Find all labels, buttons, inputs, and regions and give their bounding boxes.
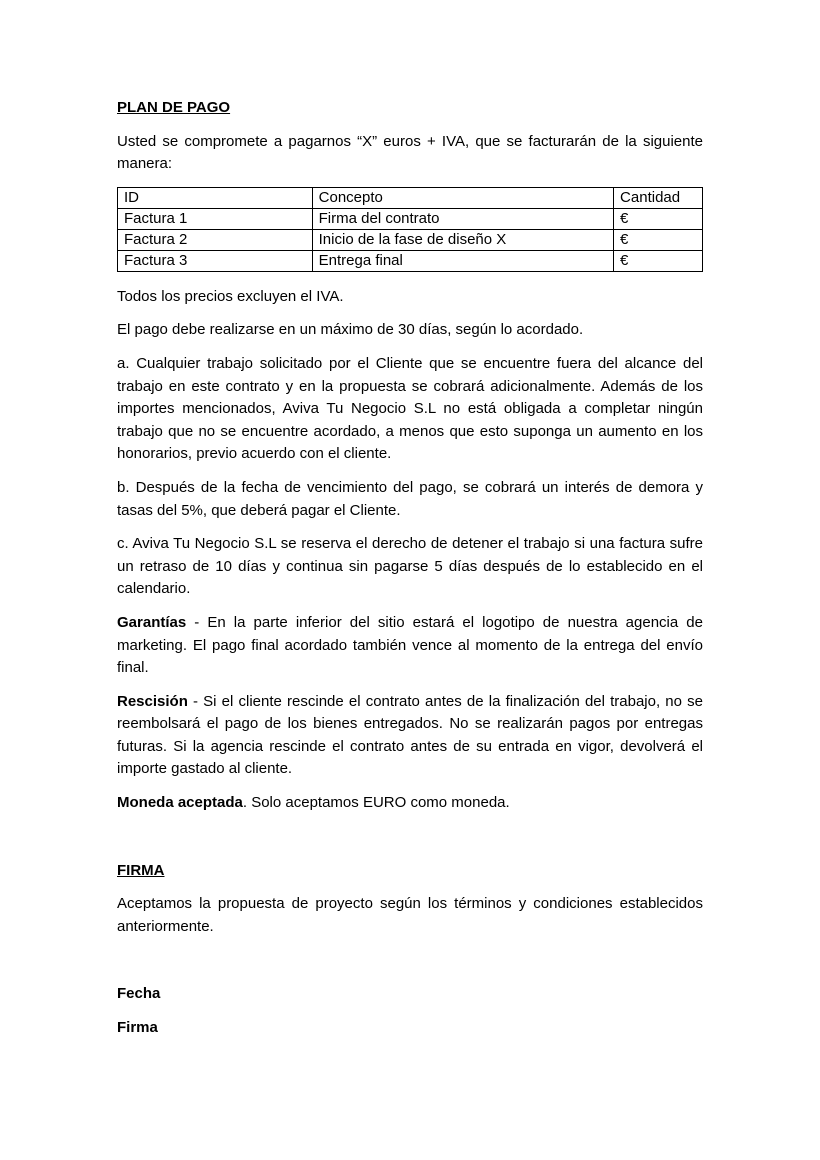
garantias-label: Garantías bbox=[117, 613, 187, 631]
firma-label-paragraph bbox=[117, 1017, 703, 1040]
table-cell: € bbox=[614, 208, 703, 229]
signature-spacer bbox=[117, 949, 703, 983]
moneda-text: . Solo aceptamos EURO como moneda. bbox=[242, 794, 510, 812]
table-row bbox=[118, 208, 703, 229]
firma-label: Firma bbox=[117, 1019, 158, 1037]
clause-b: b. Después de la fecha de vencimiento del pago, se cobrará un interés de demora y tasas del 5%, que deberá pagar el Cliente. bbox=[117, 478, 703, 519]
table-header-cell: Concepto bbox=[312, 187, 613, 208]
table-cell: Factura 1 bbox=[118, 208, 313, 229]
table-cell: Factura 2 bbox=[118, 229, 313, 250]
plan-intro: Usted se compromete a pagarnos “X” euros + IVA, que se facturarán de la siguiente manera: bbox=[117, 132, 703, 173]
fecha-label: Fecha bbox=[117, 985, 161, 1003]
fecha-label-paragraph bbox=[117, 983, 703, 1006]
section-spacer bbox=[117, 826, 703, 860]
table-row bbox=[118, 250, 703, 271]
clause-a: a. Cualquier trabajo solicitado por el Cliente que se encuentre fuera del alcance del trabajo en este contrato y en la propuesta se cobrará adicionalmente. Además de los importes mencionados, Aviva Tu Negocio S.L no está obligada a completar ningún trabajo que no se encuentre acordado, a menos que esto suponga un aumento en los honorarios, previo acuerdo con el cliente. bbox=[117, 354, 703, 463]
rescision-text: - Si el cliente rescinde el contrato antes de la finalización del trabajo, no se reembolsará el pago de los bienes entregados. No se realizarán pagos por entregas futuras. Si la agencia rescinde el contrato antes de su entrada en vigor, devolverá el importe gastado al cliente. bbox=[117, 692, 703, 778]
prices-note: Todos los precios excluyen el IVA. bbox=[117, 287, 344, 305]
payment-table bbox=[117, 187, 703, 272]
payment-term: El pago debe realizarse en un máximo de 30 días, según lo acordado. bbox=[117, 321, 584, 339]
table-cell: € bbox=[614, 250, 703, 271]
moneda-paragraph bbox=[117, 792, 703, 815]
table-header-cell: ID bbox=[118, 187, 313, 208]
table-cell: € bbox=[614, 229, 703, 250]
table-header-row bbox=[118, 187, 703, 208]
moneda-label: Moneda aceptada bbox=[117, 794, 243, 812]
table-header-cell: Cantidad bbox=[614, 187, 703, 208]
firma-heading: FIRMA bbox=[117, 861, 165, 879]
rescision-paragraph bbox=[117, 691, 703, 781]
table-cell: Factura 3 bbox=[118, 250, 313, 271]
table-cell: Inicio de la fase de diseño X bbox=[312, 229, 613, 250]
clause-c: c. Aviva Tu Negocio S.L se reserva el derecho de detener el trabajo si una factura sufre un retraso de 10 días y continua sin pagarse 5 días después de lo establecido en el calendario. bbox=[117, 535, 703, 598]
garantias-text: - En la parte inferior del sitio estará el logotipo de nuestra agencia de marketing. El pago final acordado también vence al momento de la entrega del envío final. bbox=[117, 613, 703, 677]
plan-de-pago-heading: PLAN DE PAGO bbox=[117, 99, 231, 116]
firma-text: Aceptamos la propuesta de proyecto según los términos y condiciones establecidos anteriormente. bbox=[117, 895, 703, 935]
table-cell: Firma del contrato bbox=[312, 208, 613, 229]
table-cell: Entrega final bbox=[312, 250, 613, 271]
garantias-paragraph bbox=[117, 612, 703, 680]
rescision-label: Rescisión bbox=[117, 692, 188, 710]
document-page bbox=[117, 97, 703, 1051]
table-row bbox=[118, 229, 703, 250]
